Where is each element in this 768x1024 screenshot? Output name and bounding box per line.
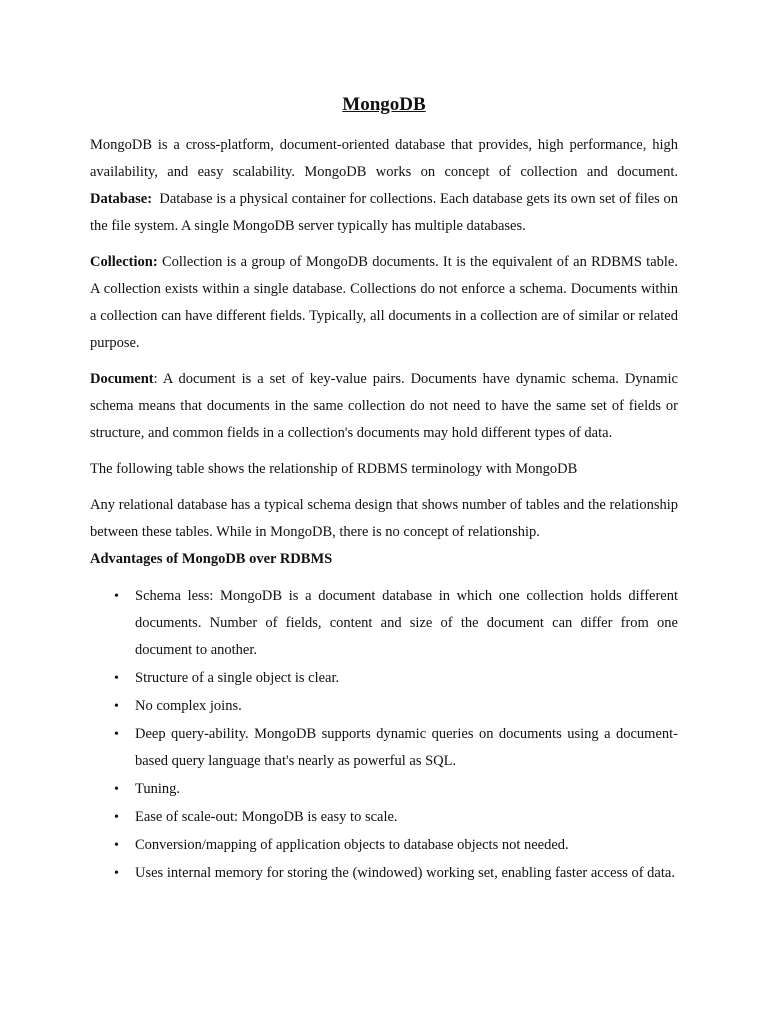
relational-paragraph <box>90 492 678 546</box>
database-term: Database: <box>90 191 153 207</box>
intro-text: MongoDB is a cross-platform, document-oriented database that provides, high performance, high availability, and easy scalability. MongoDB works on concept of collection and document. <box>90 137 678 180</box>
list-item <box>90 665 678 692</box>
collection-paragraph <box>90 249 678 357</box>
collection-term: Collection: <box>90 254 158 270</box>
page-title: MongoDB <box>342 94 426 115</box>
list-item-text: Structure of a single object is clear. <box>135 670 340 686</box>
document-text: : A document is a set of key-value pairs. Documents have dynamic schema. Dynamic schema means that documents in the same collection do not need to have the same set of fields or structure, and common fields in a collection's documents may hold different types of data. <box>90 371 678 441</box>
list-item <box>90 860 678 887</box>
bullet-icon: • <box>114 727 119 742</box>
list-item-text: Schema less: MongoDB is a document database in which one collection holds different documents. Number of fields, content and size of the document can differ from one document to another. <box>135 588 678 658</box>
advantages-list <box>90 583 678 887</box>
list-item-text: Ease of scale-out: MongoDB is easy to scale. <box>135 809 398 825</box>
table-note-paragraph: The following table shows the relationship of RDBMS terminology with MongoDB <box>90 461 578 477</box>
list-item <box>90 776 678 803</box>
list-item <box>90 693 678 720</box>
document-paragraph <box>90 366 678 447</box>
list-item-text: No complex joins. <box>135 698 242 714</box>
list-item-text: Uses internal memory for storing the (windowed) working set, enabling faster access of data. <box>135 865 675 881</box>
list-item <box>90 583 678 664</box>
bullet-icon: • <box>114 671 119 686</box>
bullet-icon: • <box>114 838 119 853</box>
bullet-icon: • <box>114 810 119 825</box>
document-term: Document <box>90 371 154 387</box>
database-text: Database is a physical container for collections. Each database gets its own set of files on the file system. A single MongoDB server typically has multiple databases. <box>90 191 678 234</box>
list-item <box>90 832 678 859</box>
bullet-icon: • <box>114 589 119 604</box>
bullet-icon: • <box>114 699 119 714</box>
list-item-text: Tuning. <box>135 781 181 797</box>
bullet-icon: • <box>114 866 119 881</box>
intro-and-database-paragraph <box>90 132 678 240</box>
list-item-text: Conversion/mapping of application objects to database objects not needed. <box>135 837 569 853</box>
list-item <box>90 721 678 775</box>
list-item <box>90 804 678 831</box>
list-item-text: Deep query-ability. MongoDB supports dynamic queries on documents using a document-based query language that's nearly as powerful as SQL. <box>135 726 678 769</box>
collection-text: Collection is a group of MongoDB documents. It is the equivalent of an RDBMS table. A collection exists within a single database. Collections do not enforce a schema. Documents within a collection can have different fields. Typically, all documents in a collection are of similar or related purpose. <box>90 254 678 351</box>
advantages-heading: Advantages of MongoDB over RDBMS <box>90 551 333 567</box>
document-page <box>90 92 678 888</box>
relational-text: Any relational database has a typical schema design that shows number of tables and the relationship between these tables. While in MongoDB, there is no concept of relationship. <box>90 497 678 540</box>
bullet-icon: • <box>114 782 119 797</box>
